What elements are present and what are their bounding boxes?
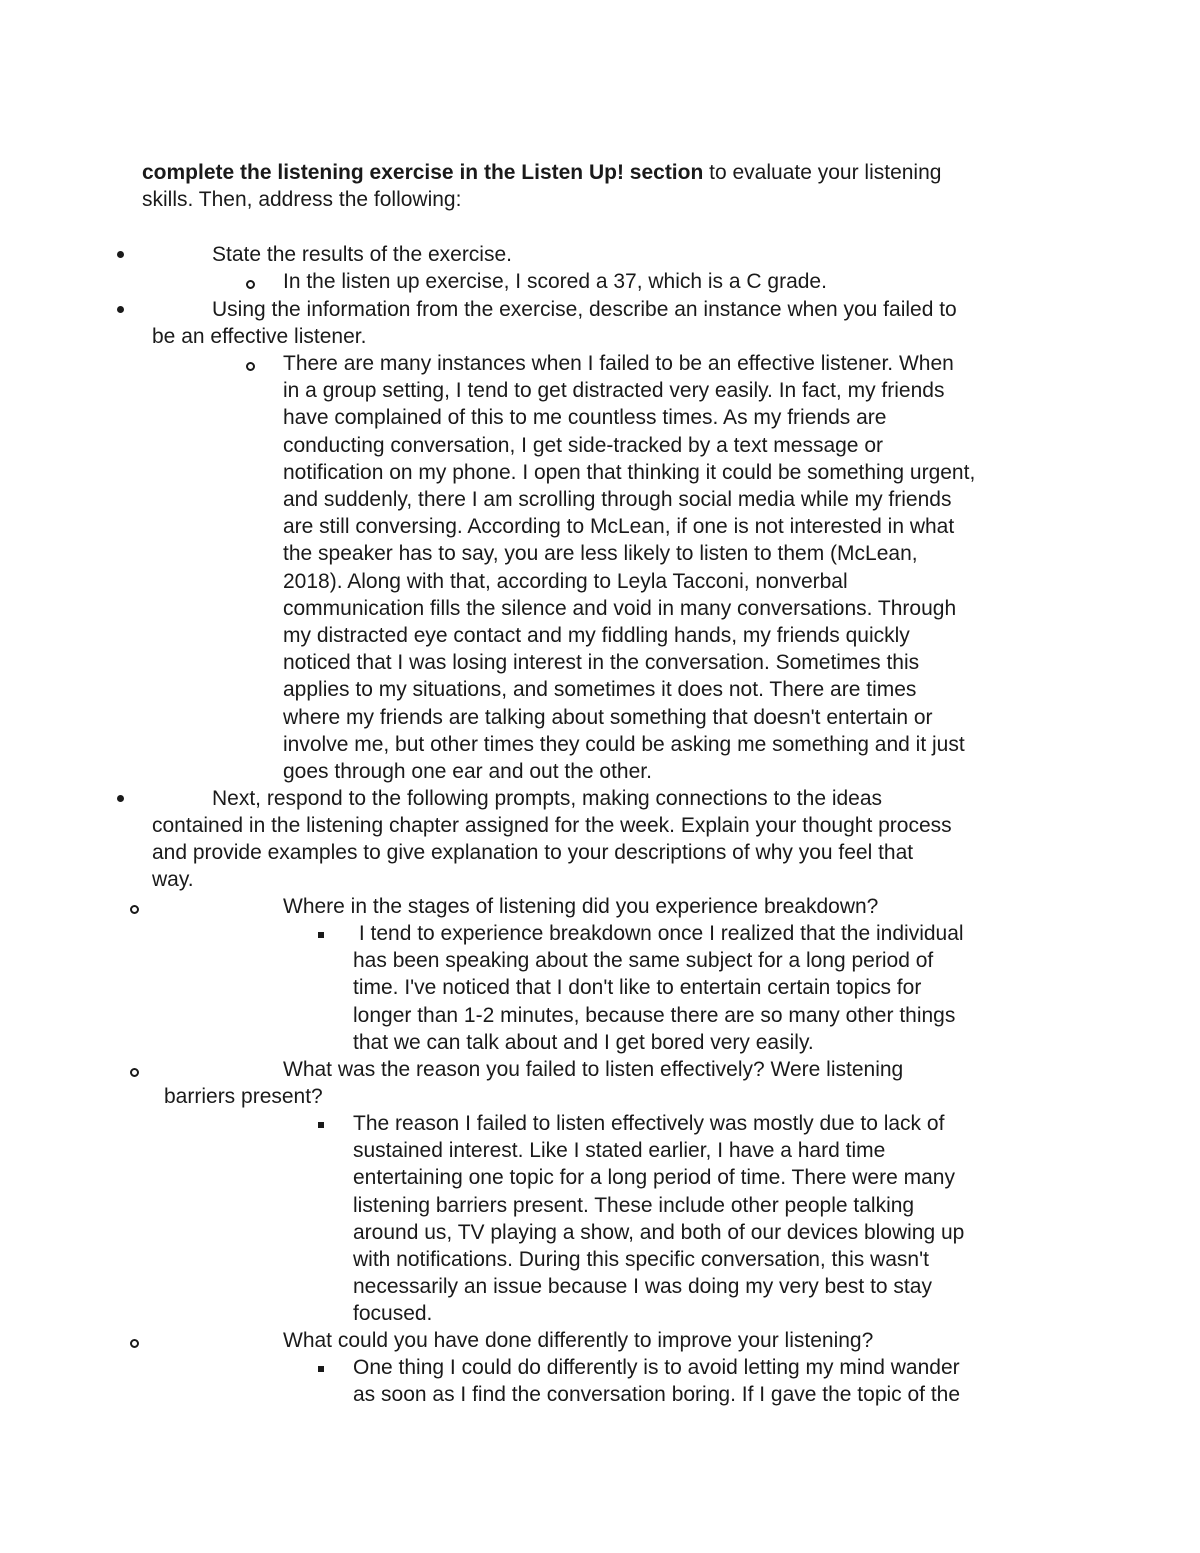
answer-line: the speaker has to say, you are less likely to listen to them (McLean, [283, 542, 918, 566]
answer-line: communication fills the silence and void in many conversations. Through [283, 596, 957, 620]
answer-line: goes through one ear and out the other. [283, 760, 652, 784]
answer-line: has been speaking about the same subject for a long period of [353, 949, 934, 973]
answer-line: longer than 1-2 minutes, because there are so many other things [353, 1003, 956, 1027]
sub-question-3 [283, 1327, 873, 1354]
sub-question-2-line: barriers present? [164, 1085, 323, 1108]
answer-line: listening barriers present. These include other people talking [353, 1193, 915, 1217]
answer-line: and suddenly, there I am scrolling through social media while my friends [283, 488, 952, 512]
answer-line: sustained interest. Like I stated earlier, I have a hard time [353, 1139, 886, 1163]
answer-line: are still conversing. According to McLean, if one is not interested in what [283, 515, 955, 539]
bullet-disc [117, 251, 124, 258]
sub-question-2-cont [164, 1083, 323, 1110]
item-1-label-text: State the results of the exercise. [212, 243, 512, 266]
sub-question-3-text: What could you have done differently to improve your listening? [283, 1329, 874, 1352]
intro-paragraph [142, 159, 941, 213]
bullet-square [318, 1366, 324, 1372]
answer-line: notification on my phone. I open that thinking it could be something urgent, [283, 460, 976, 484]
answer-line: time. I've noticed that I don't like to entertain certain topics for [353, 976, 922, 1000]
bullet-circle [130, 905, 139, 914]
answer-line: There are many instances when I failed to be an effective listener. When [283, 352, 954, 375]
answer-line: involve me, but other times they could be asking me something and it just [283, 732, 965, 756]
answer-line: around us, TV playing a show, and both of our devices blowing up [353, 1220, 965, 1244]
answer-line: focused. [353, 1302, 433, 1326]
intro-line-2: skills. Then, address the following: [142, 188, 462, 212]
answer-line: One thing I could do differently is to avoid letting my mind wander [353, 1356, 960, 1379]
sub-question-2 [283, 1056, 903, 1083]
item-3-label-line: Next, respond to the following prompts, making connections to the ideas [212, 787, 883, 810]
intro-line-1-rest: to evaluate your listening [703, 161, 942, 184]
bullet-square [318, 1122, 324, 1128]
bullet-disc [117, 795, 124, 802]
bullet-circle [130, 1339, 139, 1348]
item-3-label-line: contained in the listening chapter assigned for the week. Explain your thought process [152, 814, 952, 837]
item-3-label-line: and provide examples to give explanation to your descriptions of why you feel that [152, 841, 914, 865]
item-3-label-cont [152, 812, 952, 894]
answer-line: in a group setting, I tend to get distracted very easily. In fact, my friends [283, 379, 945, 403]
intro-bold-text: complete the listening exercise in the Listen Up! section [142, 161, 704, 184]
sub-question-2-line: What was the reason you failed to listen effectively? Were listening [283, 1058, 904, 1081]
item-3-label-line: way. [152, 868, 194, 892]
item-2-label-line: Using the information from the exercise, describe an instance when you failed to [212, 298, 957, 321]
bullet-circle [130, 1068, 139, 1077]
answer-line: applies to my situations, and sometimes it does not. There are times [283, 678, 917, 702]
sub-answer-3 [353, 1354, 960, 1408]
item-2-answer [283, 350, 975, 785]
answer-line: as soon as I find the conversation boring. If I gave the topic of the [353, 1383, 961, 1407]
answer-line: conducting conversation, I get side-tracked by a text message or [283, 433, 883, 457]
answer-line: have complained of this to me countless times. As my friends are [283, 406, 887, 430]
item-2-label-line: be an effective listener. [152, 325, 367, 348]
answer-line: that we can talk about and I get bored very easily. [353, 1030, 814, 1054]
answer-line: I tend to experience breakdown once I realized that the individual [353, 922, 964, 945]
answer-line: entertaining one topic for a long period of time. There were many [353, 1166, 955, 1190]
answer-line: noticed that I was losing interest in the conversation. Sometimes this [283, 651, 920, 675]
item-1-answer [283, 268, 827, 295]
item-1-label [212, 241, 512, 268]
sub-question-1 [283, 893, 878, 920]
answer-line: necessarily an issue because I was doing my very best to stay [353, 1275, 932, 1299]
answer-line: 2018). Along with that, according to Leyla Tacconi, nonverbal [283, 569, 848, 593]
answer-line: The reason I failed to listen effectively was mostly due to lack of [353, 1112, 945, 1135]
item-2-label-cont [152, 323, 366, 350]
item-3-label [212, 785, 882, 812]
sub-answer-2 [353, 1110, 964, 1328]
answer-line: with notifications. During this specific conversation, this wasn't [353, 1248, 929, 1272]
sub-question-1-text: Where in the stages of listening did you experience breakdown? [283, 895, 879, 918]
item-2-label [212, 296, 957, 323]
item-1-answer-text: In the listen up exercise, I scored a 37, which is a C grade. [283, 270, 827, 293]
bullet-circle [246, 362, 255, 371]
intro-line-1 [142, 159, 941, 186]
sub-answer-1 [353, 920, 964, 1056]
answer-line: my distracted eye contact and my fiddling hands, my friends quickly [283, 624, 910, 648]
bullet-circle [246, 280, 255, 289]
bullet-square [318, 932, 324, 938]
bullet-disc [117, 306, 124, 313]
answer-line: where my friends are talking about something that doesn't entertain or [283, 705, 933, 729]
